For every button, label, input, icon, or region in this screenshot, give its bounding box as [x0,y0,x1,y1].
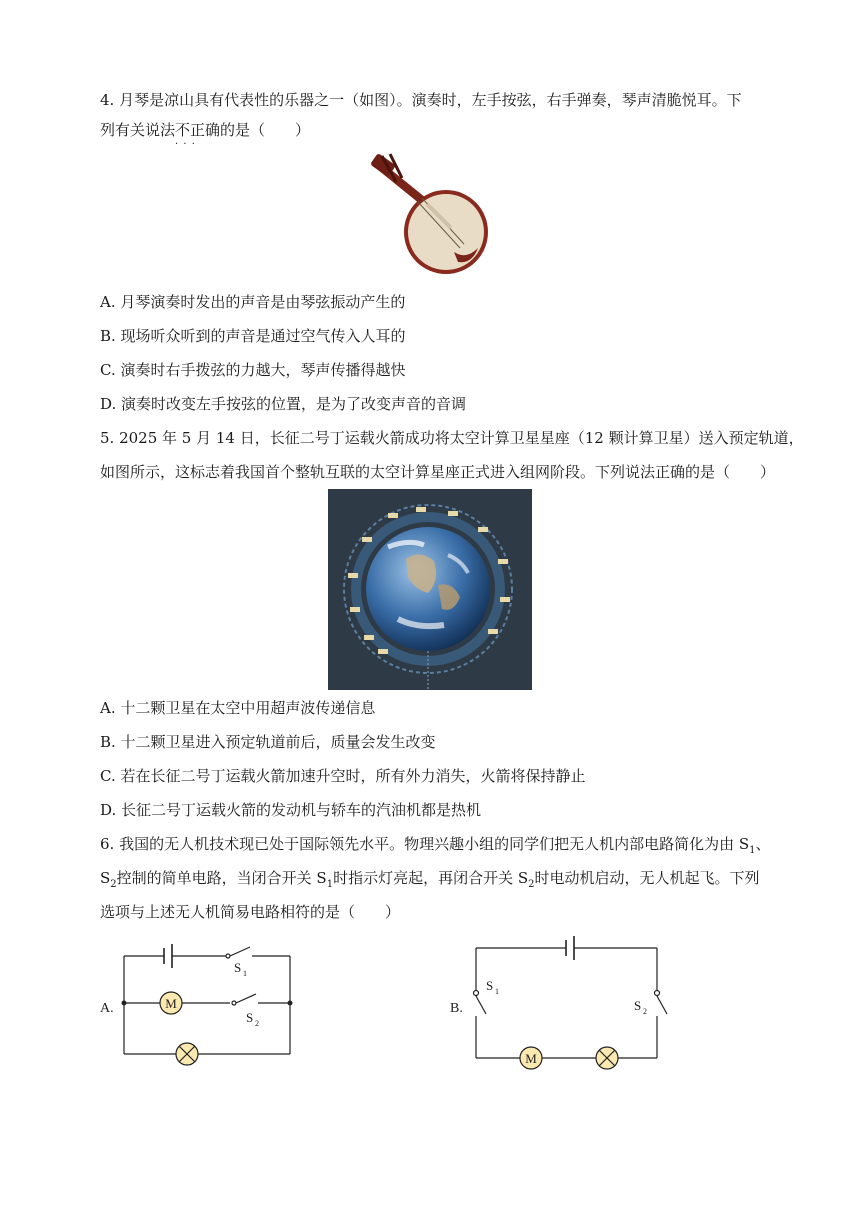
circuit-b [450,932,675,1076]
q6-line1-text: 6. 我国的无人机技术现已处于国际领先水平。物理兴趣小组的同学们把无人机内部电路简化为由 S [100,835,750,853]
circuit-b-s1: S [486,978,494,993]
q6-line2-s: S [100,869,111,887]
circuit-b-motor: M [525,1051,537,1066]
q6-line2-text-c: 时指示灯亮起，再闭合开关 S [333,869,529,887]
q5-option-c: C. 若在长征二号丁运载火箭加速升空时，所有外力消失，火箭将保持静止 [100,767,586,785]
circuit-b-label: B. [450,1001,463,1016]
q5-stem-line2: 如图所示，这标志着我国首个整轨互联的太空计算星座正式进入组网阶段。下列说法正确的是（ ） [100,463,776,481]
q6-stem-line3: 选项与上述无人机简易电路相符的是（ ） [100,903,401,921]
circuit-a-motor: M [165,996,177,1011]
q5-option-d: D. 长征二号丁运载火箭的发动机与轿车的汽油机都是热机 [100,801,482,819]
q4-option-b: B. 现场听众听到的声音是通过空气传入人耳的 [100,327,406,345]
q4-option-a: A. 月琴演奏时发出的声音是由琴弦振动产生的 [100,293,406,311]
q4-option-c: C. 演奏时右手拨弦的力越大，琴声传播得越快 [100,361,406,379]
q6-line2-text-b: 控制的简单电路，当闭合开关 S [116,869,327,887]
q6-line2-sub2: 1 [326,879,334,890]
q6-line2-text-d: 时电动机启动，无人机起飞。下列 [534,869,760,887]
yueqin-image [368,152,492,278]
circuit-a-s2: S [246,1010,254,1025]
q6-stem-line1 [100,834,771,861]
q6-line2-sub1: 2 [110,879,117,890]
q4-stem-pre: 列有关说法 [100,121,176,139]
circuit-a [96,936,306,1076]
q5-option-b: B. 十二颗卫星进入预定轨道前后，质量会发生改变 [100,733,436,751]
q6-line1-end: 、 [755,835,771,853]
circuit-a-s2-sub: 2 [255,1019,259,1028]
q5-stem-line1: 5. 2025 年 5 月 14 日，长征二号丁运载火箭成功将太空计算卫星星座（12 颗计算卫星）送入预定轨道， [100,429,804,447]
circuit-a-label: A. [100,1001,114,1016]
q4-stem-emphasis: 不正确 · · · [175,121,220,139]
q4-option-d: D. 演奏时改变左手按弦的位置，是为了改变声音的音调 [100,395,467,413]
q6-line1-sub: 1 [749,845,756,856]
circuit-a-s1-sub: 1 [243,969,247,978]
q5-option-a: A. 十二颗卫星在太空中用超声波传递信息 [100,699,376,717]
circuit-b-s2-sub: 2 [643,1007,647,1016]
circuit-b-s1-sub: 1 [495,987,499,996]
q4-stem-post: 的是（ ） [220,121,311,139]
q6-line2-sub3: 2 [528,879,535,890]
q4-stem-line1: 4. 月琴是凉山具有代表性的乐器之一（如图）。演奏时，左手按弦，右手弹奏，琴声清脆悦耳。下 [100,91,742,109]
q4-stem-line2 [100,120,310,140]
q6-stem-line2 [100,868,760,895]
satellite-constellation-image [328,489,532,690]
circuit-a-s1: S [234,960,242,975]
circuit-b-s2: S [634,998,642,1013]
